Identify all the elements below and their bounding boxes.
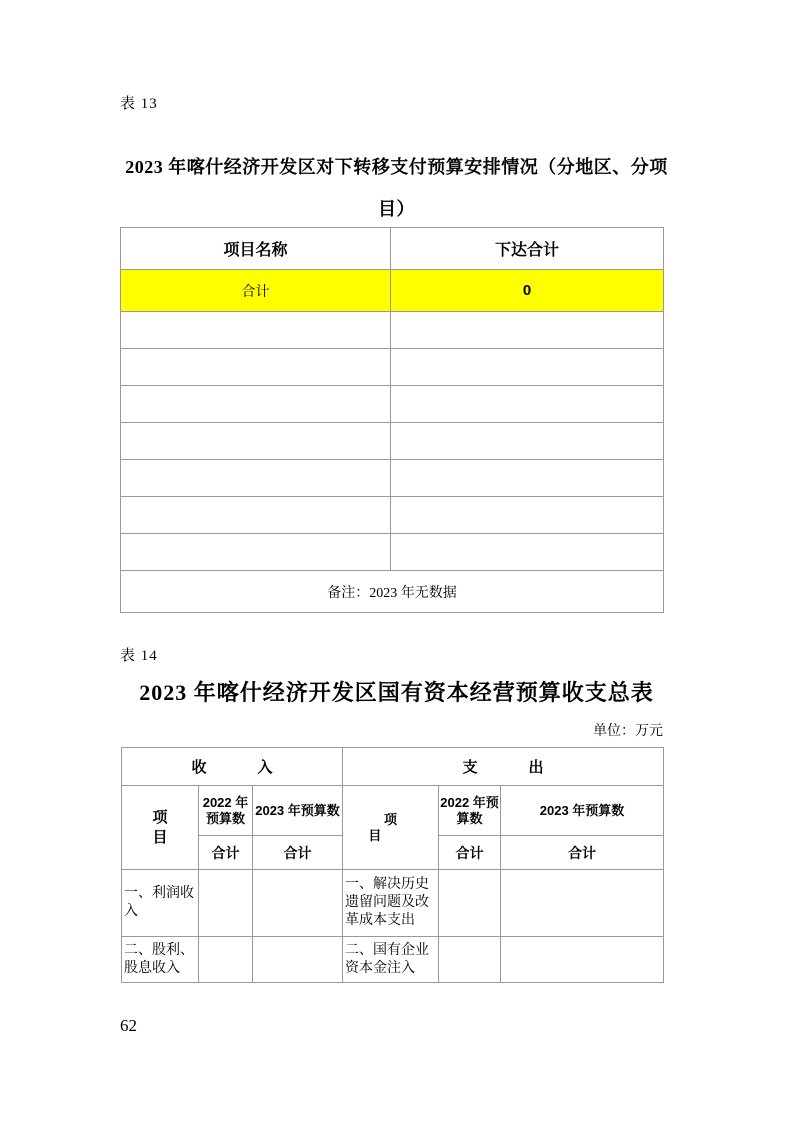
income-2022-subtotal-header: 合计 xyxy=(199,836,253,870)
page-number: 62 xyxy=(120,1016,137,1035)
expense-item-header: 项目 xyxy=(343,786,439,870)
table13-title-line1: 2023 年喀什经济开发区对下转移支付预算安排情况（分地区、分项 xyxy=(125,157,668,177)
expense-2022-cell xyxy=(439,870,501,937)
empty-row xyxy=(121,460,664,497)
state-capital-budget-table xyxy=(121,747,664,983)
empty-cell xyxy=(391,497,664,534)
table-row xyxy=(122,937,664,983)
expense-2023-cell xyxy=(501,937,664,983)
expense-item-cell: 二、国有企业资本金注入 xyxy=(343,937,439,983)
table14-section-header-row xyxy=(122,748,664,786)
expense-2022-subtotal-header: 合计 xyxy=(439,836,501,870)
empty-cell xyxy=(391,460,664,497)
income-item-header xyxy=(122,786,199,870)
empty-row xyxy=(121,386,664,423)
income-2022-cell xyxy=(199,870,253,937)
transfer-payment-table xyxy=(120,227,664,613)
unit-label: 单位：万元 xyxy=(593,724,663,739)
empty-row xyxy=(121,349,664,386)
empty-cell xyxy=(121,534,391,571)
expense-item-cell: 一、解决历史遗留问题及改革成本支出 xyxy=(343,870,439,937)
income-item-cell: 一、利润收入 xyxy=(122,870,199,937)
empty-cell xyxy=(121,312,391,349)
table14-column-header-row xyxy=(122,786,664,836)
expense-2023-cell xyxy=(501,870,664,937)
total-row xyxy=(121,270,664,312)
table14-title: 2023 年喀什经济开发区国有资本经营预算收支总表 xyxy=(139,680,654,705)
expense-section-header: 支出 xyxy=(343,748,664,786)
income-item-cell: 二、股利、股息收入 xyxy=(122,937,199,983)
empty-row xyxy=(121,312,664,349)
table14-label: 表 14 xyxy=(120,648,158,664)
empty-cell xyxy=(391,423,664,460)
t13-empty-rows xyxy=(121,312,664,571)
empty-cell xyxy=(121,423,391,460)
empty-row xyxy=(121,534,664,571)
column-header-issued-total: 下达合计 xyxy=(391,228,664,270)
expense-2022-header: 2022 年预算数 xyxy=(439,786,501,836)
empty-cell xyxy=(121,497,391,534)
table13-header-row xyxy=(121,228,664,270)
expense-2023-subtotal-header: 合计 xyxy=(501,836,664,870)
income-2023-cell xyxy=(253,937,343,983)
empty-cell xyxy=(391,312,664,349)
empty-cell xyxy=(391,534,664,571)
expense-2022-cell xyxy=(439,937,501,983)
table13-label: 表 13 xyxy=(120,96,158,112)
table-row xyxy=(122,870,664,937)
empty-cell xyxy=(121,349,391,386)
note-row xyxy=(121,571,664,613)
empty-cell xyxy=(391,386,664,423)
empty-row xyxy=(121,497,664,534)
income-2022-header: 2022 年预算数 xyxy=(199,786,253,836)
column-header-project-name: 项目名称 xyxy=(121,228,391,270)
empty-cell xyxy=(391,349,664,386)
total-row-value: 0 xyxy=(391,270,664,312)
table13-note: 备注：2023 年无数据 xyxy=(121,571,664,613)
total-row-name: 合计 xyxy=(121,270,391,312)
income-2023-cell xyxy=(253,870,343,937)
expense-2023-header: 2023 年预算数 xyxy=(501,786,664,836)
table13-title xyxy=(0,146,793,230)
table13-title-line2: 目） xyxy=(378,199,415,219)
empty-cell xyxy=(121,460,391,497)
income-2023-subtotal-header: 合计 xyxy=(253,836,343,870)
income-2022-cell xyxy=(199,937,253,983)
empty-cell xyxy=(121,386,391,423)
income-section-header: 收入 xyxy=(122,748,343,786)
income-2023-header: 2023 年预算数 xyxy=(253,786,343,836)
income-item-header-text: 项目 xyxy=(152,808,168,846)
empty-row xyxy=(121,423,664,460)
